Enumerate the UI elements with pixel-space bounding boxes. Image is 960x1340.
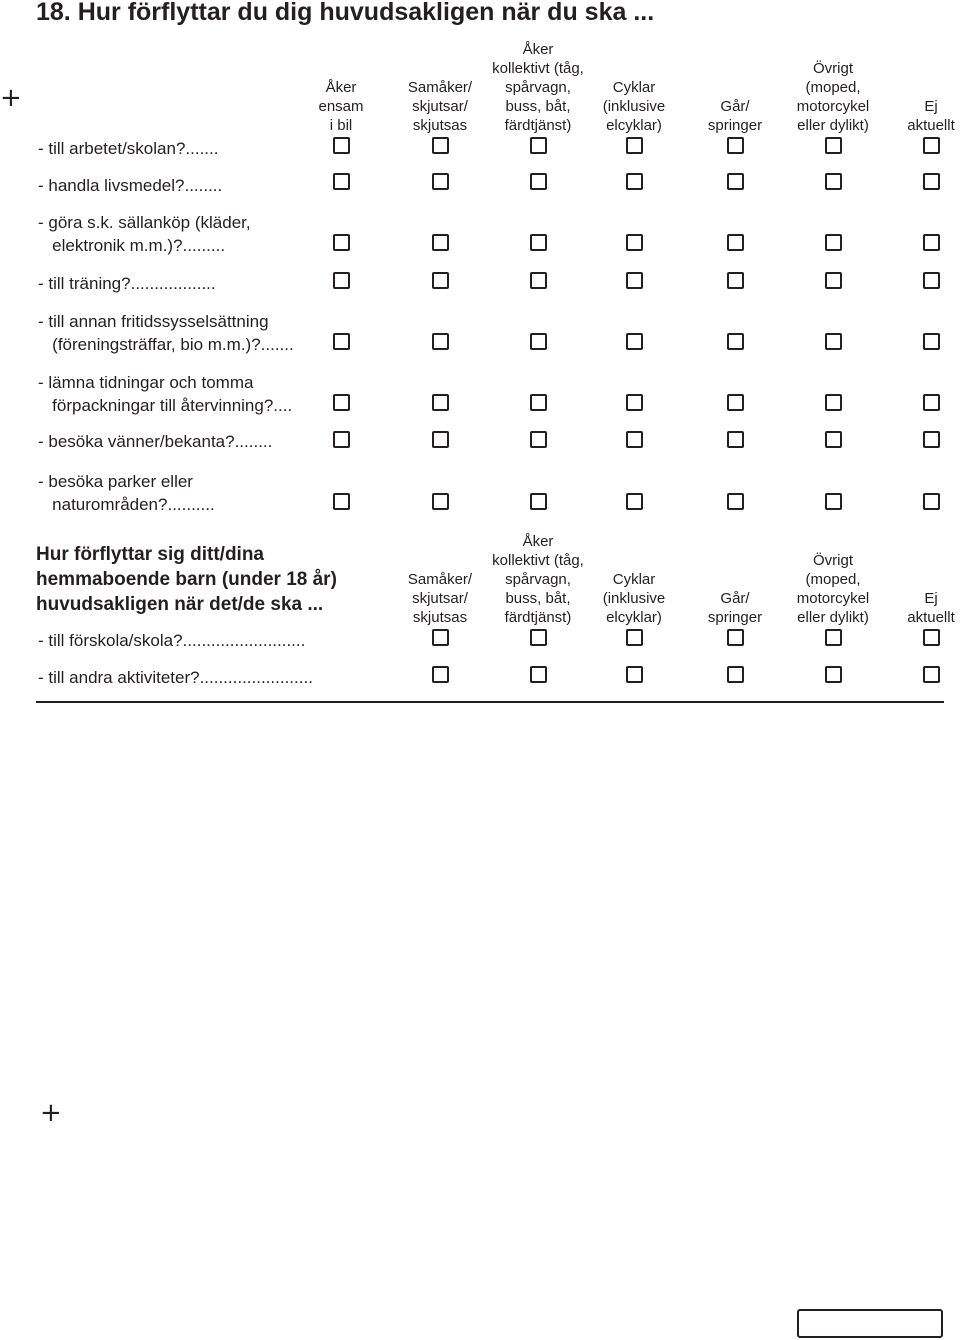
divider — [36, 701, 944, 703]
travel-checkbox-r3-c3[interactable] — [530, 234, 547, 251]
travel-checkbox-r5-c7[interactable] — [923, 333, 940, 350]
children-travel-checkbox-r1-c6[interactable] — [923, 629, 940, 646]
travel-checkbox-r1-c1[interactable] — [333, 137, 350, 154]
row-label: - lämna tidningar och tomma förpackningar till återvinning?.... — [38, 373, 293, 415]
travel-checkbox-r4-c5[interactable] — [727, 272, 744, 289]
children-travel-checkbox-r1-c3[interactable] — [626, 629, 643, 646]
travel-checkbox-r1-c6[interactable] — [825, 137, 842, 154]
travel-checkbox-r8-c4[interactable] — [626, 493, 643, 510]
travel-checkbox-r7-c6[interactable] — [825, 431, 842, 448]
children-travel-checkbox-r2-c6[interactable] — [923, 666, 940, 683]
travel-checkbox-r4-c3[interactable] — [530, 272, 547, 289]
children-travel-checkbox-r1-c4[interactable] — [727, 629, 744, 646]
travel-checkbox-r2-c5[interactable] — [727, 173, 744, 190]
column-header: Cyklar (inklusive elcyklar) — [602, 571, 666, 626]
row-label: - till annan fritidssysselsättning (föreningsträffar, bio m.m.)?....... — [38, 312, 294, 354]
travel-checkbox-r5-c2[interactable] — [432, 333, 449, 350]
travel-checkbox-r6-c3[interactable] — [530, 394, 547, 411]
travel-checkbox-r7-c4[interactable] — [626, 431, 643, 448]
travel-checkbox-r5-c6[interactable] — [825, 333, 842, 350]
travel-checkbox-r6-c6[interactable] — [825, 394, 842, 411]
column-header: Åker kollektivt (tåg, spårvagn, buss, båt, färdtjänst) — [492, 41, 584, 134]
travel-checkbox-r2-c2[interactable] — [432, 173, 449, 190]
travel-checkbox-r4-c7[interactable] — [923, 272, 940, 289]
travel-checkbox-r2-c1[interactable] — [333, 173, 350, 190]
travel-checkbox-r6-c1[interactable] — [333, 394, 350, 411]
section-title: Hur förflyttar sig ditt/dina hemmaboende barn (under 18 år) huvudsakligen när det/de ska ... — [36, 544, 337, 615]
travel-checkbox-r4-c2[interactable] — [432, 272, 449, 289]
column-header: Cyklar (inklusive elcyklar) — [602, 79, 666, 134]
row-label: - handla livsmedel?........ — [38, 176, 223, 195]
children-travel-checkbox-r2-c3[interactable] — [626, 666, 643, 683]
row-label: - göra s.k. sällanköp (kläder, elektronik m.m.)?......... — [38, 213, 251, 255]
question-title: 18. Hur förflyttar du dig huvudsakligen när du ska ... — [36, 0, 655, 26]
column-header: Övrigt (moped, motorcykel eller dylikt) — [796, 60, 870, 134]
column-header: Övrigt (moped, motorcykel eller dylikt) — [796, 552, 870, 626]
column-header: Samåker/ skjutsar/ skjutsas — [407, 571, 473, 626]
travel-checkbox-r7-c3[interactable] — [530, 431, 547, 448]
column-header: Går/ springer — [707, 98, 763, 134]
row-label: - till förskola/skola?.......................... — [38, 631, 306, 650]
column-header: Ej aktuellt — [907, 98, 955, 134]
row-label: - till träning?.................. — [38, 274, 216, 293]
children-travel-checkbox-r2-c1[interactable] — [432, 666, 449, 683]
travel-checkbox-r8-c7[interactable] — [923, 493, 940, 510]
travel-checkbox-r5-c3[interactable] — [530, 333, 547, 350]
column-header: Åker kollektivt (tåg, spårvagn, buss, båt, färdtjänst) — [492, 533, 584, 626]
row-label: - till arbetet/skolan?....... — [38, 139, 219, 158]
travel-checkbox-r8-c2[interactable] — [432, 493, 449, 510]
travel-checkbox-r6-c2[interactable] — [432, 394, 449, 411]
children-travel-checkbox-r2-c5[interactable] — [825, 666, 842, 683]
travel-checkbox-r8-c5[interactable] — [727, 493, 744, 510]
travel-checkbox-r3-c7[interactable] — [923, 234, 940, 251]
travel-checkbox-r7-c7[interactable] — [923, 431, 940, 448]
travel-checkbox-r4-c1[interactable] — [333, 272, 350, 289]
travel-checkbox-r3-c1[interactable] — [333, 234, 350, 251]
children-travel-checkbox-r1-c5[interactable] — [825, 629, 842, 646]
registration-mark-icon: + — [0, 83, 22, 113]
travel-checkbox-r1-c4[interactable] — [626, 137, 643, 154]
column-header: Samåker/ skjutsar/ skjutsas — [407, 79, 473, 134]
travel-checkbox-r3-c6[interactable] — [825, 234, 842, 251]
children-travel-checkbox-r2-c2[interactable] — [530, 666, 547, 683]
travel-checkbox-r4-c6[interactable] — [825, 272, 842, 289]
travel-checkbox-r2-c7[interactable] — [923, 173, 940, 190]
children-travel-checkbox-r1-c2[interactable] — [530, 629, 547, 646]
column-header: Åker ensam i bil — [318, 79, 364, 134]
travel-checkbox-r6-c7[interactable] — [923, 394, 940, 411]
travel-checkbox-r4-c4[interactable] — [626, 272, 643, 289]
travel-checkbox-r1-c3[interactable] — [530, 137, 547, 154]
travel-checkbox-r6-c4[interactable] — [626, 394, 643, 411]
travel-checkbox-r2-c3[interactable] — [530, 173, 547, 190]
travel-checkbox-r6-c5[interactable] — [727, 394, 744, 411]
row-label: - till andra aktiviteter?........................ — [38, 668, 313, 687]
travel-checkbox-r1-c2[interactable] — [432, 137, 449, 154]
travel-checkbox-r1-c7[interactable] — [923, 137, 940, 154]
travel-checkbox-r5-c5[interactable] — [727, 333, 744, 350]
row-label: - besöka parker eller naturområden?.......... — [38, 472, 215, 514]
travel-checkbox-r1-c5[interactable] — [727, 137, 744, 154]
travel-checkbox-r7-c5[interactable] — [727, 431, 744, 448]
children-travel-checkbox-r1-c1[interactable] — [432, 629, 449, 646]
travel-checkbox-r8-c3[interactable] — [530, 493, 547, 510]
travel-checkbox-r8-c6[interactable] — [825, 493, 842, 510]
travel-checkbox-r5-c4[interactable] — [626, 333, 643, 350]
column-header: Går/ springer — [707, 590, 763, 626]
row-label: - besöka vänner/bekanta?........ — [38, 432, 273, 451]
travel-checkbox-r3-c4[interactable] — [626, 234, 643, 251]
travel-checkbox-r3-c2[interactable] — [432, 234, 449, 251]
registration-mark-icon: + — [40, 1098, 62, 1128]
travel-checkbox-r2-c6[interactable] — [825, 173, 842, 190]
column-header: Ej aktuellt — [907, 590, 955, 626]
children-travel-checkbox-r2-c4[interactable] — [727, 666, 744, 683]
travel-checkbox-r2-c4[interactable] — [626, 173, 643, 190]
travel-checkbox-r3-c5[interactable] — [727, 234, 744, 251]
travel-checkbox-r8-c1[interactable] — [333, 493, 350, 510]
travel-checkbox-r7-c2[interactable] — [432, 431, 449, 448]
travel-checkbox-r7-c1[interactable] — [333, 431, 350, 448]
page-id-box — [797, 1309, 943, 1338]
travel-checkbox-r5-c1[interactable] — [333, 333, 350, 350]
